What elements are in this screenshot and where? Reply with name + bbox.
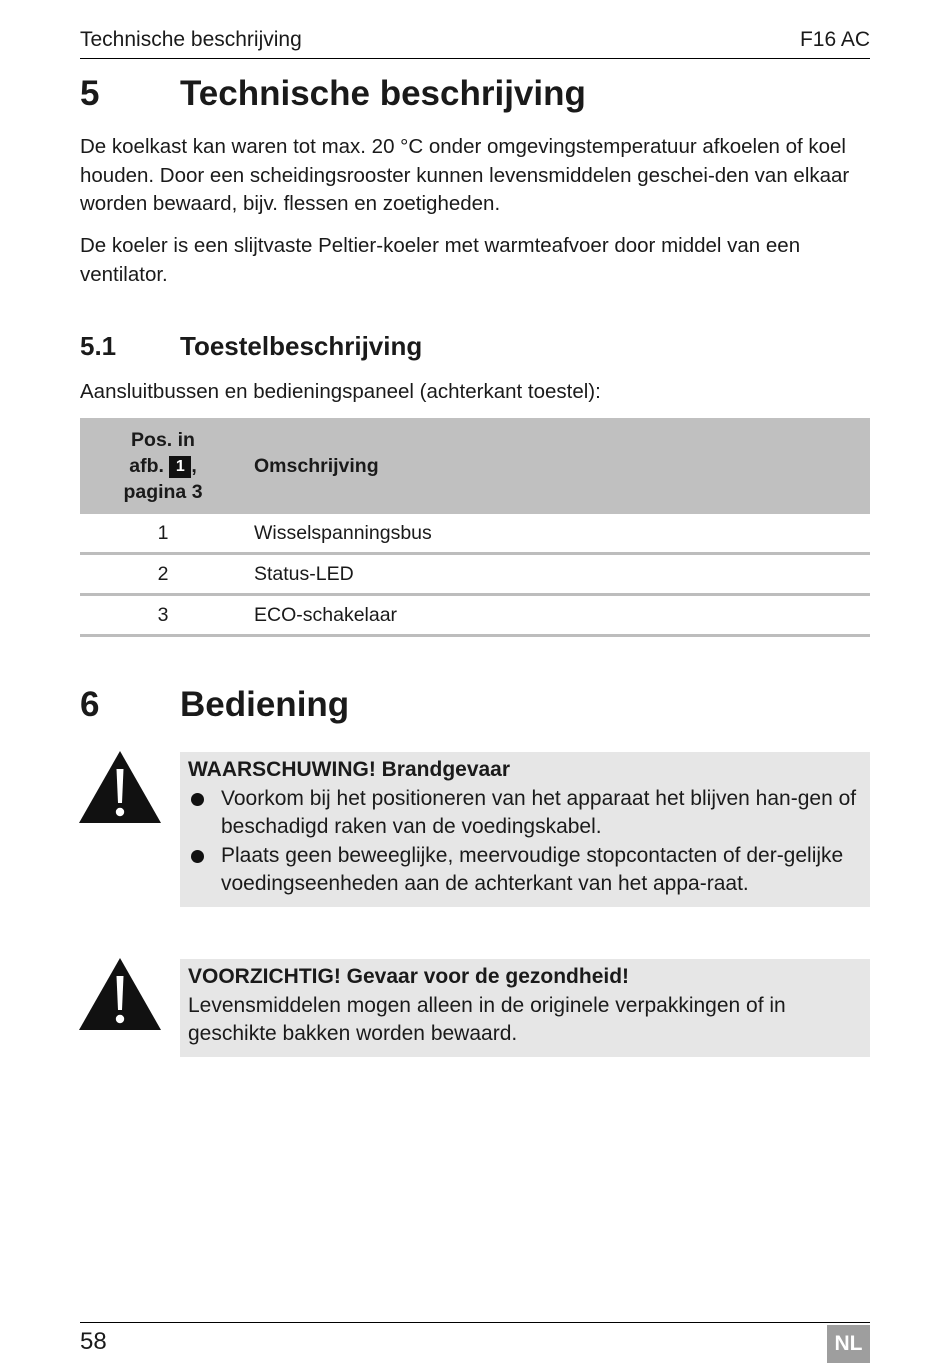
header-pos-comma: , <box>191 455 197 477</box>
caution-text: Levensmiddelen mogen alleen in de originele verpakkingen of in geschikte bakken worden bewaard. <box>188 993 786 1045</box>
page-number: 58 <box>80 1328 107 1355</box>
language-badge: NL <box>827 1325 870 1363</box>
footer-rule <box>80 1322 870 1323</box>
running-header-title: Technische beschrijving <box>80 28 302 51</box>
section-5-1-intro: Aansluitbussen en bedieningspaneel (achterkant toestel): <box>80 380 601 403</box>
warning-title: WAARSCHUWING! Brandgevaar <box>188 758 511 781</box>
table-row <box>80 595 870 636</box>
section-5-1-heading <box>80 331 422 362</box>
caution-title: VOORZICHTIG! Gevaar voor de gezondheid! <box>188 965 630 988</box>
table-cell-position: 2 <box>80 554 246 595</box>
section-5-1-title: Toestelbeschrijving <box>180 331 423 361</box>
section-6-number: 6 <box>80 685 100 724</box>
caution-triangle-icon <box>79 958 161 1030</box>
table-header-row <box>80 418 870 514</box>
list-item <box>188 785 862 842</box>
section-6-heading <box>80 685 349 725</box>
running-header <box>80 26 870 59</box>
table-row <box>80 514 870 554</box>
section-5-paragraph-2: De koeler is een slijtvaste Peltier-koeler met warmteafvoer door middel van een ventilator. <box>80 234 801 286</box>
caution-box <box>180 959 870 1057</box>
table-cell-position: 3 <box>80 595 246 636</box>
bullet-icon <box>191 793 204 806</box>
device-description-table <box>80 418 870 637</box>
header-pos-afb: afb. <box>129 455 164 477</box>
warning-triangle-icon <box>79 751 161 823</box>
section-5-number: 5 <box>80 74 100 113</box>
table-header-position <box>80 418 246 514</box>
section-5-title: Technische beschrijving <box>180 74 586 113</box>
section-5-1-number: 5.1 <box>80 331 117 361</box>
table-row <box>80 554 870 595</box>
warning-box <box>180 752 870 907</box>
warning-item-text: Voorkom bij het positioneren van het apparaat het blijven han-gen of beschadigd raken van de voedingskabel. <box>221 786 857 838</box>
running-header-model: F16 AC <box>799 28 870 51</box>
figure-reference-badge: 1 <box>169 456 191 478</box>
warning-item-text: Plaats geen beweeglijke, meervoudige stopcontacten of der-gelijke voedingseenheden aan de achterkant van het appa-raat. <box>221 843 844 895</box>
table-header-description: Omschrijving <box>246 418 870 514</box>
list-item <box>188 842 862 899</box>
table-cell-position: 1 <box>80 514 246 554</box>
bullet-icon <box>191 850 204 863</box>
section-5-heading <box>80 74 586 114</box>
warning-list <box>188 785 862 899</box>
header-pos-line1: Pos. in <box>131 429 195 451</box>
table-cell-description: Status-LED <box>246 554 870 595</box>
section-5-paragraph-1: De koelkast kan waren tot max. 20 °C onder omgevingstemperatuur afkoelen of koel houden. Door een scheidingsrooster kunnen levensmiddelen geschei-den van elkaar worden bewaard, bijv. flessen en zoetigheden. <box>80 135 850 215</box>
table-cell-description: Wisselspanningsbus <box>246 514 870 554</box>
table-cell-description: ECO-schakelaar <box>246 595 870 636</box>
section-6-title: Bediening <box>180 685 350 724</box>
header-pos-line3: pagina 3 <box>123 481 203 503</box>
